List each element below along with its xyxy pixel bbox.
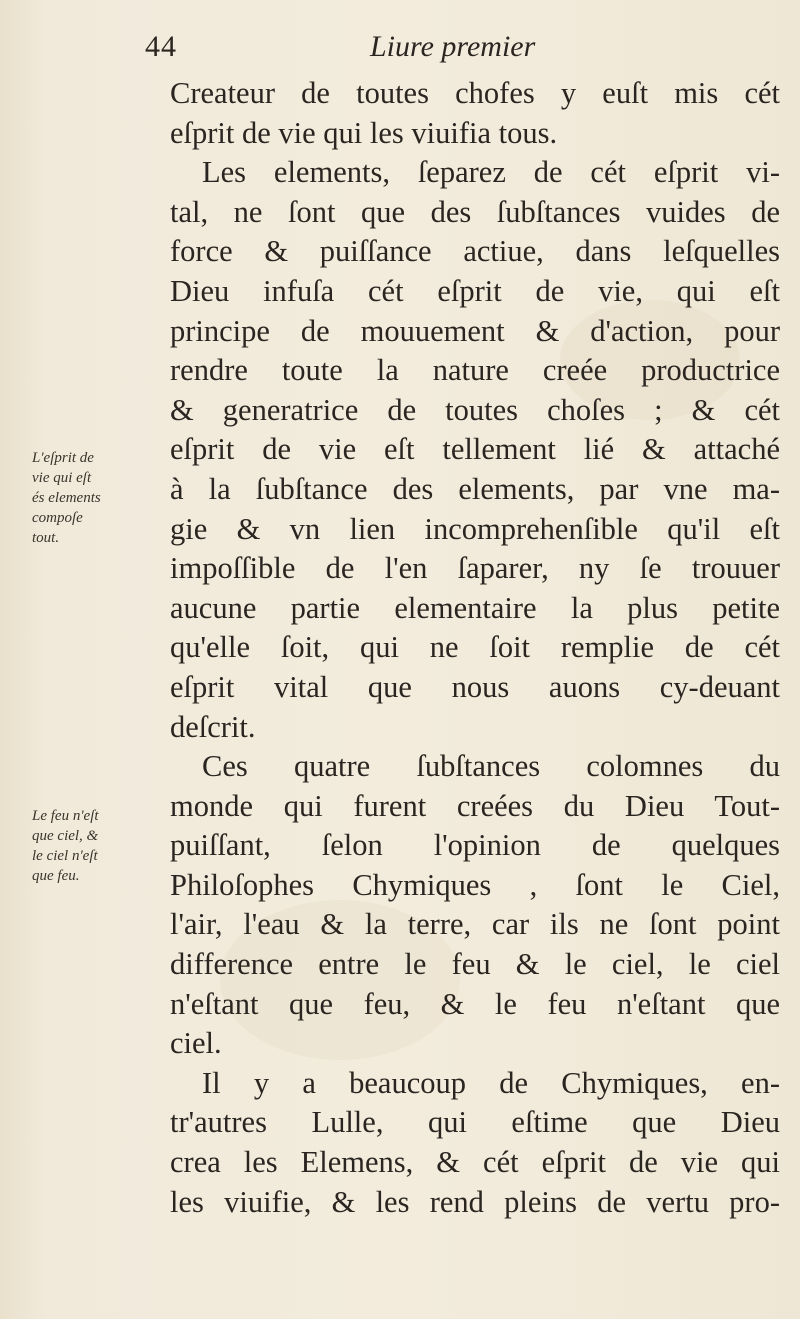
margin-note-line: Le feu n'eſt [32, 808, 99, 824]
text-line: ciel. [170, 1026, 222, 1061]
text-line: rendre toute la nature creée productrice [170, 353, 780, 388]
page-header [145, 30, 765, 70]
text-line: difference entre le feu & le ciel, le ciel [170, 947, 780, 982]
text-line: aucune partie elementaire la plus petite [170, 590, 780, 625]
text-line: Ces quatre ſubſtances colomnes du [202, 749, 780, 784]
text-line: tr'autres Lulle, qui eſtime que Dieu [170, 1105, 780, 1140]
text-line: principe de mouuement & d'action, pour [170, 313, 780, 348]
text-line: gie & vn lien incomprehenſible qu'il eſt [170, 511, 780, 546]
margin-note-line: le ciel n'eſt [32, 848, 98, 864]
text-line: eſprit vital que nous auons cy-deuant [170, 669, 780, 704]
margin-note-line: que ciel, & [32, 828, 99, 844]
text-line: les viuifie, & les rend pleins de vertu pro- [170, 1184, 780, 1219]
body-text [170, 74, 780, 1222]
margin-note-line: tout. [32, 530, 60, 546]
running-head: Liure premier [370, 30, 536, 63]
text-line: à la ſubſtance des elements, par vne ma- [170, 471, 780, 506]
text-line: monde qui furent creées du Dieu Tout- [170, 788, 780, 823]
margin-note-line: compoſe [32, 510, 83, 526]
text-line: impoſſible de l'en ſaparer, ny ſe trouuer [170, 551, 780, 586]
text-line: puiſſant, ſelon l'opinion de quelques [170, 828, 780, 863]
text-line: Les elements, ſeparez de cét eſprit vi- [202, 155, 780, 190]
text-line: qu'elle ſoit, qui ne ſoit remplie de cét [170, 630, 780, 665]
text-line: crea les Elemens, & cét eſprit de vie qui [170, 1145, 780, 1180]
margin-note-line: L'eſprit de [32, 450, 94, 466]
margin-note [32, 806, 172, 886]
text-line: l'air, l'eau & la terre, car ils ne ſont point [170, 907, 780, 942]
margin-note-line: que feu. [32, 868, 80, 884]
text-line: eſprit de vie qui les viuifia tous. [170, 115, 558, 150]
text-line: force & puiſſance actiue, dans leſquelles [170, 234, 780, 269]
page-number: 44 [145, 30, 177, 63]
text-line: Il y a beaucoup de Chymiques, en- [202, 1065, 780, 1100]
margin-note [32, 448, 172, 548]
text-line: tal, ne ſont que des ſubſtances vuides de [170, 194, 780, 229]
text-line: Dieu infuſa cét eſprit de vie, qui eſt [170, 273, 780, 308]
text-line: Createur de toutes chofes y euſt mis cét [170, 76, 780, 110]
text-line: Philoſophes Chymiques , ſont le Ciel, [170, 867, 780, 902]
text-line: n'eſtant que feu, & le feu n'eſtant que [170, 986, 780, 1021]
margin-note-line: vie qui eſt [32, 470, 92, 486]
text-line: eſprit de vie eſt tellement lié & attaché [170, 432, 780, 467]
text-line: & generatrice de toutes choſes ; & cét [170, 392, 780, 427]
margin-note-line: és elements [32, 490, 101, 506]
text-line: deſcrit. [170, 709, 256, 744]
